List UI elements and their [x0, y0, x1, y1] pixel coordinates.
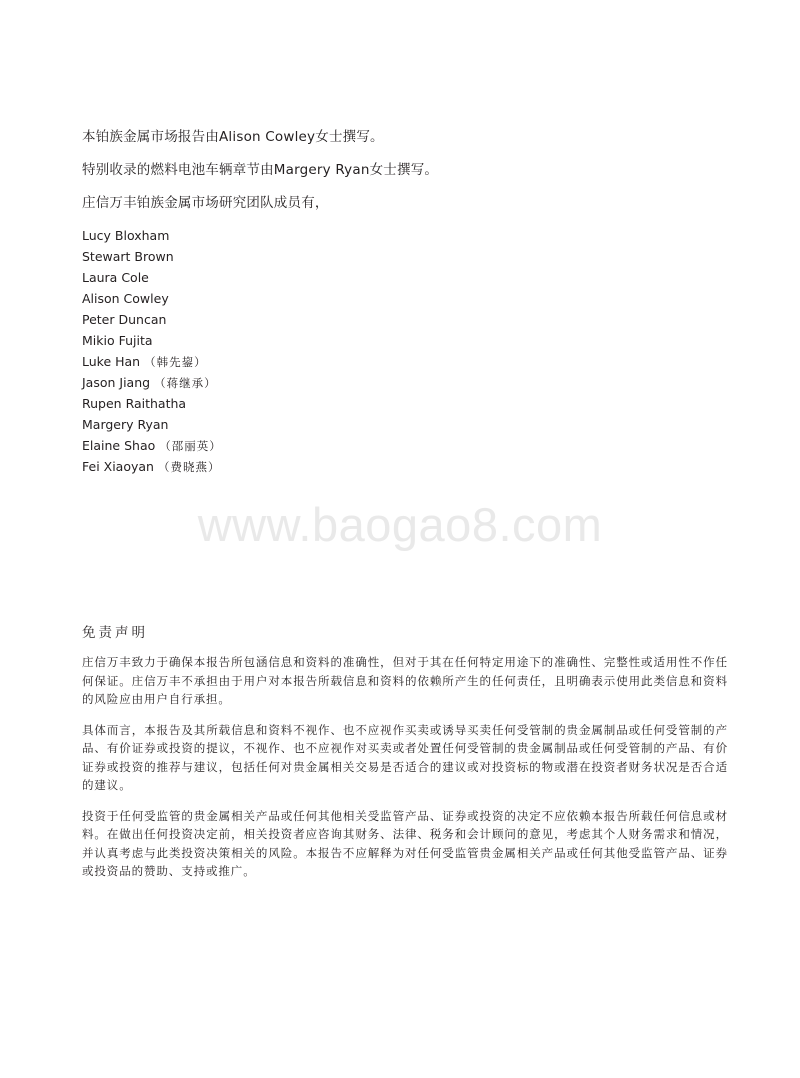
team-member [82, 246, 482, 267]
team-member [82, 456, 482, 477]
team-member [82, 225, 482, 246]
member-name: Fei Xiaoyan [82, 459, 154, 474]
disclaimer-paragraph: 投资于任何受监管的贵金属相关产品或任何其他相关受监管产品、证券或投资的决定不应依赖本报告所载任何信息或材料。在做出任何投资决定前，相关投资者应咨询其财务、法律、税务和会计顾问的意见，考虑其个人财务需求和情况，并认真考虑与此类投资决策相关的风险。本报告不应解释为对任何受监管贵金属相关产品或任何其他受监管产品、证券或投资品的赞助、支持或推广。 [82, 808, 728, 878]
fuel-cell-author-line: 特别收录的燃料电池车辆章节由Margery Ryan女士撰写。 [82, 162, 439, 178]
team-intro-line: 庄信万丰铂族金属市场研究团队成员有， [82, 195, 329, 211]
member-name: Laura Cole [82, 270, 149, 285]
team-member [82, 288, 482, 309]
member-chinese-name: （费晓燕） [157, 460, 221, 474]
member-name: Margery Ryan [82, 417, 169, 432]
team-member [82, 330, 482, 351]
team-member-list [82, 225, 482, 477]
team-member [82, 393, 482, 414]
member-chinese-name: （韩先鋆） [144, 355, 207, 369]
team-member [82, 372, 482, 393]
member-name: Mikio Fujita [82, 333, 153, 348]
member-name: Luke Han [82, 354, 141, 369]
team-member [82, 414, 482, 435]
member-name: Elaine Shao [82, 438, 156, 453]
team-member [82, 267, 482, 288]
member-name: Rupen Raithatha [82, 396, 187, 411]
team-member [82, 351, 482, 372]
member-name: Peter Duncan [82, 312, 167, 327]
team-member [82, 309, 482, 330]
member-name: Stewart Brown [82, 249, 174, 264]
disclaimer-section [82, 622, 728, 893]
member-chinese-name: （邵丽英） [159, 439, 222, 453]
author-line: 本铂族金属市场报告由Alison Cowley女士撰写。 [82, 129, 384, 145]
member-chinese-name: （蒋继承） [154, 376, 217, 390]
member-name: Lucy Bloxham [82, 228, 170, 243]
member-name: Jason Jiang [82, 375, 151, 390]
disclaimer-paragraph: 庄信万丰致力于确保本报告所包涵信息和资料的准确性，但对于其在任何特定用途下的准确性、完整性或适用性不作任何保证。庄信万丰不承担由于用户对本报告所载信息和资料的依赖所产生的任何责任，且明确表示使用此类信息和资料的风险应由用户自行承担。 [82, 655, 728, 706]
credits-section [82, 126, 762, 225]
team-member [82, 435, 482, 456]
disclaimer-title: 免责声明 [82, 625, 148, 641]
watermark: www.baogao8.com [197, 498, 603, 551]
member-name: Alison Cowley [82, 291, 169, 306]
disclaimer-paragraph: 具体而言，本报告及其所载信息和资料不视作、也不应视作买卖或诱导买卖任何受管制的贵金属制品或任何受管制的产品、有价证券或投资的提议，不视作、也不应视作对买卖或者处置任何受管制的贵金属制品或任何受管制的产品、有价证券或投资的推荐与建议，包括任何对贵金属相关交易是否适合的建议或对投资标的物或潜在投资者财务状况是否合适的建议。 [82, 722, 728, 792]
